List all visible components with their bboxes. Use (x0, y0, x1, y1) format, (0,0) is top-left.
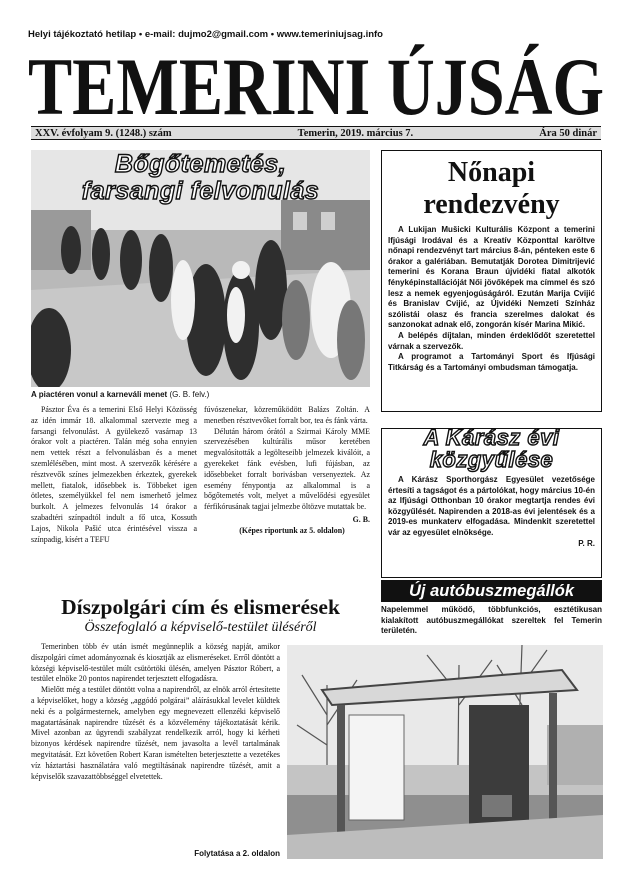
masthead-title: TEMERINI ÚJSÁG (28, 41, 604, 124)
bus-stop-photo (287, 645, 603, 859)
carnival-paragraph: Délután három órától a Szirmai Károly MME szervezésében kultúrális műsor keretében megvalósították a legölteseibb jelmezek kiválóit, a gyerekeket fánk evésben, lufi fújásban, az idősebbeket forralt borivásban versenyeztek. Az esemény fénypontja az alkalommal is a bőgőtemetés volt, melyet a művelődési egyesület férfikórusának tagjai jelmezbe öltözve mutattak be. (204, 426, 370, 512)
bus-text: Napelemmel működő, többfunkciós, esztétikusan kialakított autóbuszmegállókat szereltek fel Temerin területén. (381, 605, 602, 636)
carnival-article-col1 (31, 405, 197, 545)
carnival-paragraph: fúvószenekar, közreműködött Balázs Zoltán. A menetben résztvevőket forralt bor, tea és fánk várta. (204, 405, 370, 425)
issue-price: Ára 50 dinár (539, 127, 597, 139)
womens-day-box (381, 150, 602, 412)
womens-day-paragraph: A belépés díjtalan, minden érdeklődőt szeretettel várnak a szervezők. (388, 330, 595, 351)
issue-number: XXV. évfolyam 9. (1248.) szám (35, 127, 172, 139)
honors-continued: Folytatása a 2. oldalon (194, 849, 280, 858)
carnival-caption-credit: (G. B. felv.) (169, 390, 210, 399)
karasz-title-line1: A Kárász évi (423, 425, 560, 450)
carnival-title (31, 152, 370, 204)
masthead (26, 38, 606, 124)
carnival-article-col2 (204, 405, 370, 537)
bus-title-bar (381, 580, 602, 602)
carnival-signature: G. B. (352, 514, 370, 524)
honors-paragraph: Mielőtt még a testület döntött volna a napirendről, az elnök arról értesítette a képviselőket, hogy a község „aggódó polgárai” aláírásukkal levelet küldtek neki és a polgármesternek, amelyben egy megnevezett ellenzéki képviselő magatartásának napirendre tűzését és a közvélemény tájékoztatását kérik. Mivel azonban az ügyrendi szabályzat rendelkezik arról, hogy ki kérheti bizonyos kérdések napirendre tűzését, nem javasolta a levél tartalmának megvitatását. Ezt követően Robert Karan ismételten beterjesztette a vezetékes víz háztartási használatára való megtiltásának napirendre tűzését, amit a képviselők szavazattöbbséggel elvetettek. (31, 685, 280, 781)
karasz-box (381, 425, 602, 578)
honors-subtitle: Összefoglaló a képviselő-testület üléséről (84, 620, 317, 635)
carnival-title-line2: farsangi felvonulás (81, 177, 320, 205)
womens-day-text (382, 225, 601, 373)
issue-info-bar (31, 126, 601, 140)
carnival-caption-text: A piactéren vonul a karneváli menet (31, 390, 168, 399)
womens-day-paragraph: A programot a Tartományi Sport és Ifjúsági Titkárság és a Tartományi ombudsman támogatja. (388, 352, 595, 372)
womens-day-title-line2: rendezvény (423, 189, 560, 220)
issue-date: Temerin, 2019. március 7. (297, 127, 414, 139)
honors-article (31, 642, 280, 782)
karasz-signature: P. R. (578, 538, 595, 548)
honors-title: Díszpolgári cím és elismerések (61, 595, 340, 619)
honors-paragraph: Temerinben több év után ismét megünneplik a község napját, amikor díszpolgári címet adományoznak és kiosztják az elismeréseket. Erről döntött a községi képviselő-testület múlt csütörtöki ülésén, amelyen Pásztor Róbert, a testület elnöke 20 pontos napirendet terjesztett elfogadásra. (31, 642, 280, 684)
carnival-caption (31, 390, 370, 399)
womens-day-title-line1: Nőnapi (447, 157, 536, 188)
bus-title: Új autóbuszmegállók (408, 582, 575, 600)
header-contact-line: Helyi tájékoztató hetilap • e-mail: dujmo2@gmail.com • www.temeriniujsag.info (28, 29, 383, 40)
womens-day-paragraph: A Lukijan Mušicki Kulturális Központ a temerini Ifjúsági Irodával és a Kreatív Központtal karöltve nőnapi rendezvényt tart március 8-án, pénteken este 6 órakor a galériában. Bemutatják Dorotea Dimitrijević temerini és Korana Braun újvidéki fiatal alkotók fényképinstallációját Női jövőképek ma címmel és szó lesz a nemek egyenjogúságáról. Ezután Marija Cvijić és Branislav Cvijić, az Újvidéki Nemzeti Színház szólistái olasz és francia szerelmes dalokat és sanzonokat adnak elő, zongorán kísér Marina Mikić. (388, 225, 595, 330)
carnival-photo-reference: (Képes riportunk az 5. oldalon) (239, 525, 345, 535)
carnival-paragraph: Pásztor Éva és a temerini Első Helyi Közösség az idén immár 18. alkalommal szervezte meg a farsangi felvonulást. A gyülekező vasárnap 13 órakor volt a piactéren. Talán még soha ennyien nem vettek részt a felvonulásban és a menet szemlélésében, mint most. A szervezők kérésére a résztvevők színes jelmezekben érkeztek, gyerekek mellett, fiatalok, idősebbek is. Többeket igen ötletes, személyükkel fel nem ismerhető jelmez burkolt. A jelmezes felvonulás 14 órakor a szabadtéri színpadtól indult a fő utca, Kossuth Lajos, Nikola Pašić utca érintésével vissza a színpadig, kísért a TEFU (31, 405, 197, 544)
karasz-text (382, 475, 601, 549)
karasz-title-line2: közgyűlése (429, 447, 554, 472)
carnival-title-line1: Bőgőtemetés, (114, 150, 287, 178)
karasz-paragraph: A Kárász Sporthorgász Egyesület vezetősége értesíti a tagságot és a pártolókat, hogy március 10-én az Ifjúsági Otthonban 10 órakor megtartja rendes évi közgyűlését. Napirenden a 2018-as évi jelentések és a 2019-es munkaterv elfogadása. Mindenkit szeretettel vár az egyesület elnöksége. (388, 475, 595, 537)
